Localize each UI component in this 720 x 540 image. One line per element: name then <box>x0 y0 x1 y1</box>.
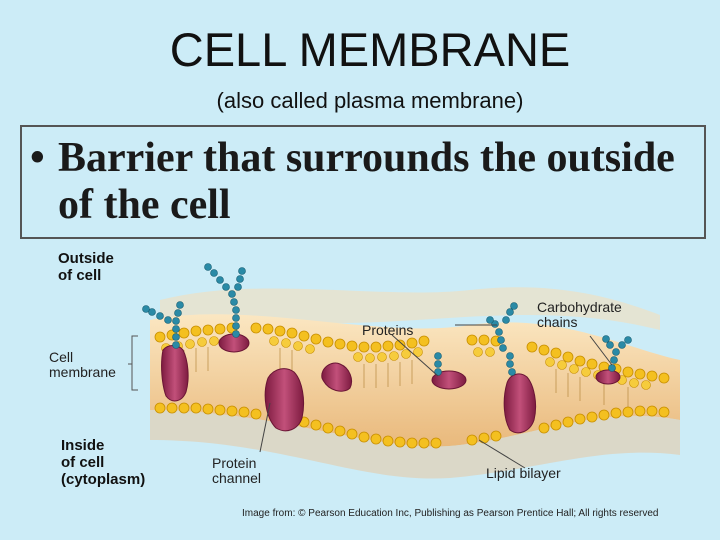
inside-line-3: (cytoplasm) <box>61 471 146 488</box>
cell-membrane-label <box>49 350 116 380</box>
membrane-bracket <box>132 336 138 390</box>
image-credit: Image from: © Pearson Education Inc, Publishing as Pearson Prentice Hall; All rights reserved <box>242 508 659 519</box>
inside-line-2: of cell <box>61 454 105 471</box>
carbohydrate-line-1: Carbohydrate <box>537 299 622 315</box>
bullet-icon: • <box>30 135 45 181</box>
cell-membrane-line-2: membrane <box>49 364 116 380</box>
protein-far-right <box>596 370 620 384</box>
protein-channel-line-2: channel <box>212 470 262 486</box>
protein-left <box>162 346 189 401</box>
definition-line-1: Barrier that surrounds the outside <box>58 135 675 181</box>
inside-cell-label <box>61 437 145 488</box>
definition-line-2: of the cell <box>58 182 231 228</box>
cell-membrane-line-1: Cell <box>49 349 74 365</box>
protein-channel <box>265 369 303 431</box>
protein-channel-line-1: Protein <box>212 455 257 471</box>
proteins-label: Proteins <box>362 322 414 338</box>
protein-right <box>504 374 535 433</box>
outside-cell-label <box>58 250 114 284</box>
outside-line-1: Outside <box>58 250 114 267</box>
carbohydrate-chains-label <box>537 300 622 330</box>
carbohydrate-line-2: chains <box>537 314 578 330</box>
slide-subtitle: (also called plasma membrane) <box>216 88 524 113</box>
outside-line-2: of cell <box>58 267 102 284</box>
inside-line-1: Inside <box>61 437 105 454</box>
lipid-bilayer-label: Lipid bilayer <box>486 465 561 481</box>
slide-title: CELL MEMBRANE <box>169 23 571 76</box>
protein-channel-label <box>212 456 261 486</box>
